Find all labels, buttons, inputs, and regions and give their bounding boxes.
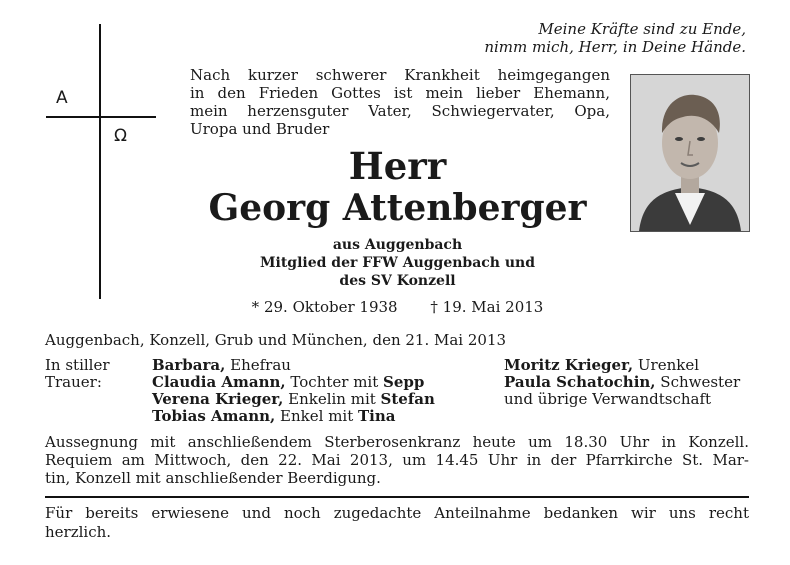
origin: aus Auggenbach: [332, 237, 463, 253]
mourner-row: Moritz Krieger, Urenkel: [504, 356, 700, 374]
thanks-text: Für bereits erwiesene und noch zugedachte Anteilnahme bedanken wir uns recht herzlich.: [45, 504, 749, 541]
omega-symbol: Ω: [114, 126, 127, 146]
deceased-name: Georg Attenberger: [208, 187, 587, 229]
quote-line-2: nimm mich, Herr, in Deine Hände.: [484, 38, 746, 56]
mourner-row: Tobias Amann, Enkel mit Tina: [152, 407, 396, 425]
alpha-symbol: A: [56, 88, 68, 108]
cross-vertical-beam: [99, 24, 101, 299]
life-dates: [190, 298, 605, 316]
membership-line-2: des SV Konzell: [339, 273, 456, 289]
salutation: Herr: [348, 144, 447, 188]
membership-line-1: Mitglied der FFW Auggenbach und: [260, 255, 535, 271]
deceased-details: [190, 236, 605, 290]
birth-date: * 29. Oktober 1938: [251, 298, 398, 316]
mourners-column-2: [504, 357, 740, 408]
funeral-details: Aussegnung mit anschließendem Sterberosenkranz heute um 18.30 Uhr in Konzell. Requiem am Mittwoch, den 22. Mai 2013, um 14.45 Uhr in der Pfarrkirche St. Mar- tin, Konzell mit anschließender Beerdigung.: [45, 433, 749, 487]
mourner-row: Verena Krieger, Enkelin mit Stefan: [152, 390, 435, 408]
mourner-row: Barbara, Ehefrau: [152, 356, 291, 374]
bible-quote: [446, 20, 746, 56]
intro-text: Nach kurzer schwerer Krankheit heimgegangen in den Frieden Gottes ist mein lieber Ehemann, mein herzensguter Vater, Schwiegervater, Opa, Uropa und Bruder: [190, 66, 610, 138]
mourner-row: Claudia Amann, Tochter mit Sepp: [152, 373, 425, 391]
mourner-row: Paula Schatochin, Schwester: [504, 373, 741, 391]
place-and-date: Auggenbach, Konzell, Grub und München, den 21. Mai 2013: [45, 331, 507, 349]
mourner-row: und übrige Verwandtschaft: [504, 390, 712, 408]
mourning-label: In stiller Trauer:: [45, 356, 110, 391]
portrait-photo: [630, 74, 750, 232]
divider: [45, 496, 749, 498]
cross-horizontal-beam: [46, 116, 156, 118]
mourners-column-1: [152, 357, 435, 425]
quote-line-1: Meine Kräfte sind zu Ende,: [538, 20, 746, 38]
death-date: † 19. Mai 2013: [430, 298, 544, 316]
